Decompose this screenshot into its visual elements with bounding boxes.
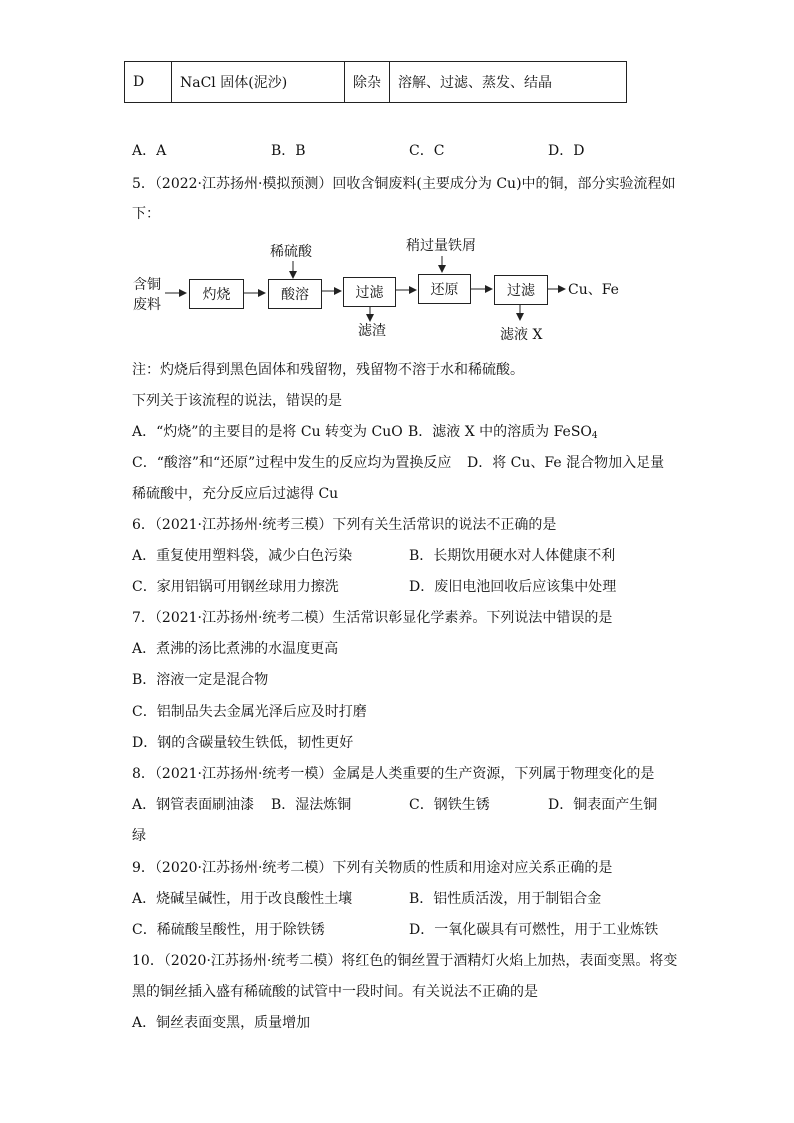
q7-stem: 7．（2021·江苏扬州·统考二模）生活常识彰显化学素养。下列说法中错误的是 — [132, 610, 613, 626]
flow-residue-label: 滤渣 — [358, 323, 386, 339]
table-cell-method: 除杂 — [345, 62, 390, 103]
q8-option-b: B．湿法炼铜 — [271, 797, 352, 813]
q8-option-d-line2: 绿 — [132, 828, 146, 844]
q7-option-b: B．溶液一定是混合物 — [132, 672, 269, 688]
flow-input-line1: 含铜 — [133, 277, 161, 293]
flow-input-line2: 废料 — [133, 297, 161, 313]
q9-option-c: C．稀硫酸呈酸性，用于除铁锈 — [132, 922, 325, 938]
q4-option-a: A．A — [132, 143, 167, 159]
q6-option-a: A．重复使用塑料袋，减少白色污染 — [132, 548, 353, 564]
flow-reagent-iron: 稍过量铁屑 — [406, 238, 476, 254]
q5-question: 下列关于该流程的说法，错误的是 — [132, 393, 342, 409]
q4-option-d: D．D — [548, 143, 585, 159]
q7-option-d: D．钢的含碳量较生铁低，韧性更好 — [132, 735, 354, 751]
q8-option-c: C．钢铁生锈 — [409, 797, 490, 813]
table-cell-letter: D — [125, 62, 172, 103]
flow-step-filter-2: 过滤 — [494, 275, 548, 305]
q8-stem: 8．（2021·江苏扬州·统考一模）金属是人类重要的生产资源，下列属于物理变化的是 — [132, 766, 655, 782]
q5-option-d-line1: D．将 Cu、Fe 混合物加入足量 — [467, 455, 665, 471]
flow-reagent-dilute-h2so4: 稀硫酸 — [270, 244, 312, 260]
q9-stem: 9．（2020·江苏扬州·统考二模）下列有关物质的性质和用途对应关系正确的是 — [132, 860, 613, 876]
q9-option-d: D．一氧化碳具有可燃性，用于工业炼铁 — [409, 922, 659, 938]
q5-option-c: C．“酸溶”和“还原”过程中发生的反应均为置换反应 — [132, 455, 452, 471]
flow-product-label: Cu、Fe — [568, 282, 619, 298]
q5-stem-line2: 下： — [132, 206, 160, 222]
q4-option-b: B．B — [271, 143, 306, 159]
table-cell-substance: NaCl 固体(泥沙) — [172, 62, 345, 103]
flow-step-filter-1: 过滤 — [343, 277, 396, 307]
q5-option-b: B．滤液 X 中的溶质为 FeSO$_4$ — [408, 424, 598, 441]
flow-step-reduce: 还原 — [418, 274, 471, 304]
flow-arrows — [0, 0, 794, 360]
q6-option-c: C．家用铝锅可用钢丝球用力擦洗 — [132, 579, 339, 595]
q10-stem-line1: 10．（2020·江苏扬州·统考二模）将红色的铜丝置于酒精灯火焰上加热，表面变黑。将变 — [132, 953, 678, 969]
q5-option-a: A．“灼烧”的主要目的是将 Cu 转变为 CuO — [132, 424, 403, 440]
flow-step-acid-dissolve: 酸溶 — [268, 279, 322, 309]
q8-option-a: A．钢管表面刷油漆 — [132, 797, 255, 813]
q6-stem: 6．（2021·江苏扬州·统考三模）下列有关生活常识的说法不正确的是 — [132, 517, 557, 533]
q10-option-a: A．铜丝表面变黑，质量增加 — [132, 1015, 311, 1031]
q5-option-d-line2: 稀硫酸中，充分反应后过滤得 Cu — [132, 486, 339, 502]
q10-stem-line2: 黑的铜丝插入盛有稀硫酸的试管中一段时间。有关说法不正确的是 — [132, 984, 538, 1000]
q4-option-c: C．C — [409, 143, 445, 159]
q9-option-b: B．铝性质活泼，用于制铝合金 — [409, 891, 602, 907]
q5-stem-line1: 5．（2022·江苏扬州·模拟预测）回收含铜废料(主要成分为 Cu)中的铜，部分实验流程如 — [132, 176, 676, 192]
q6-option-d: D．废旧电池回收后应该集中处理 — [409, 579, 617, 595]
q9-option-a: A．烧碱呈碱性，用于改良酸性土壤 — [132, 891, 353, 907]
flow-filtrate-label: 滤液 X — [500, 327, 543, 343]
q6-option-b: B．长期饮用硬水对人体健康不利 — [409, 548, 616, 564]
q7-option-c: C．铝制品失去金属光泽后应及时打磨 — [132, 704, 367, 720]
q8-option-d-line1: D．铜表面产生铜 — [548, 797, 658, 813]
q5-note: 注：灼烧后得到黑色固体和残留物，残留物不溶于水和稀硫酸。 — [132, 362, 524, 378]
table-cell-operation: 溶解、过滤、蒸发、结晶 — [390, 62, 627, 103]
q7-option-a: A．煮沸的汤比煮沸的水温度更高 — [132, 641, 339, 657]
flow-step-roast: 灼烧 — [189, 279, 244, 309]
